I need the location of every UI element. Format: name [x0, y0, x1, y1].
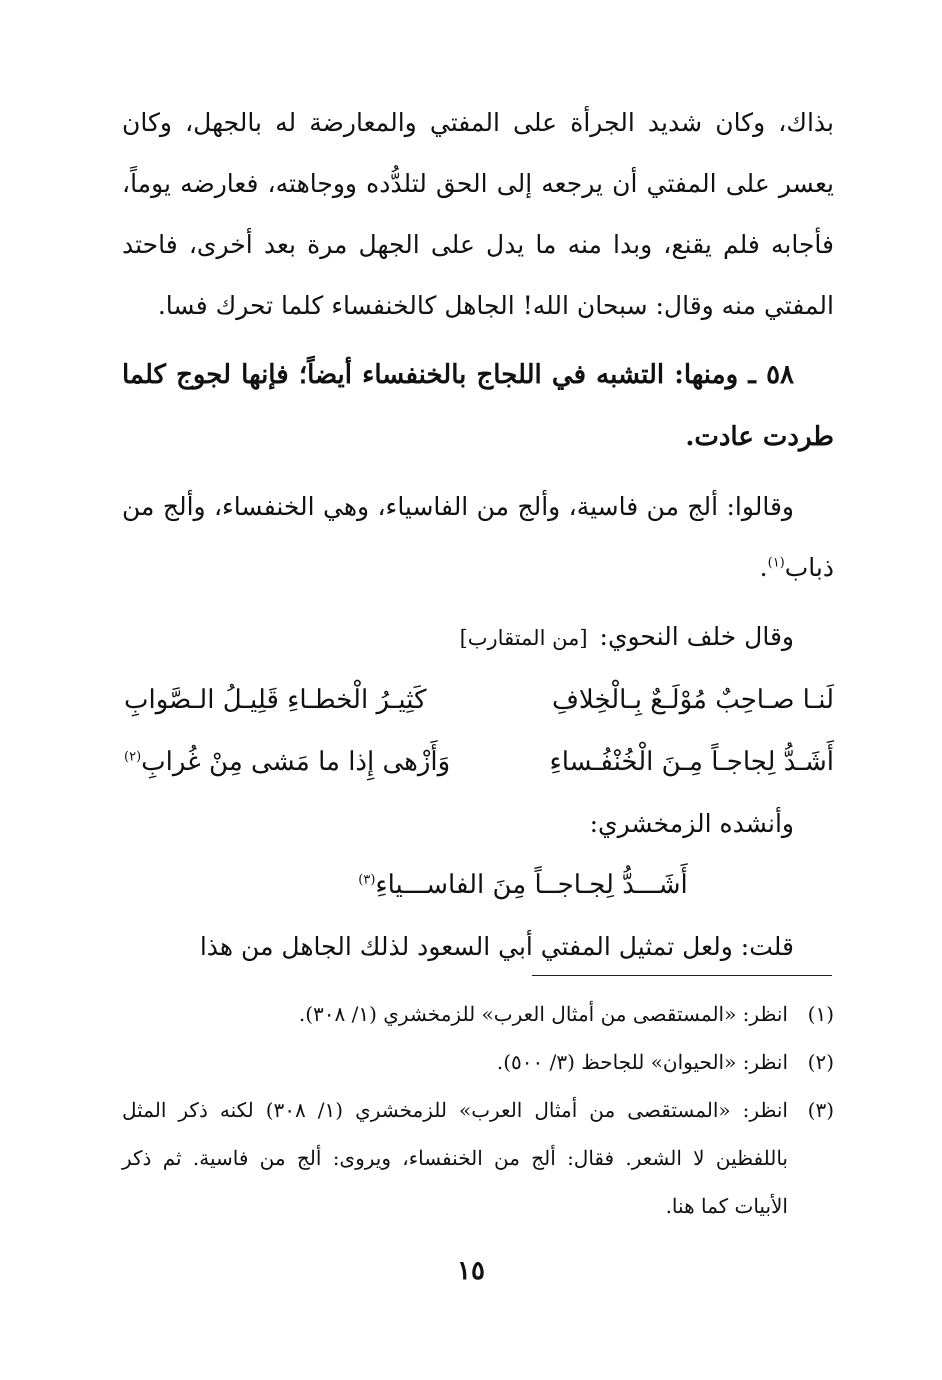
verse-2	[122, 731, 834, 793]
footnote-number: (٢)	[807, 1050, 834, 1074]
verse-2-first-hemistich: أَشَـدُّ لِجاجـاً مِـنَ الْخُنْفُـساءِ	[549, 747, 834, 777]
verse-1-second-hemistich: كَثِيـرُ الْخطـاءِ قَلِيـلُ الـصَّوابِ	[124, 685, 427, 715]
footnote-1	[122, 990, 834, 1038]
footnote-divider	[532, 975, 832, 976]
verse-2-second-hemistich-text: وَأَزْهى إِذا ما مَشى مِنْ غُرابِ	[141, 747, 451, 777]
footnote-number: (٣)	[807, 1098, 834, 1122]
footnote-3	[122, 1086, 834, 1230]
footnotes	[122, 990, 834, 1230]
verse-1	[122, 669, 834, 731]
footnote-number: (١)	[807, 1002, 834, 1026]
page-number: ١٥	[457, 1256, 485, 1286]
main-text	[122, 92, 834, 977]
footnote-ref-3[interactable]: (٣)	[358, 872, 376, 888]
verse-3	[122, 854, 834, 916]
footnote-ref-2[interactable]: (٢)	[124, 749, 142, 765]
paragraph-2-text: وقالوا: ألج من فاسية، وألج من الفاسياء، وهي الخنفساء، وألج من ذباب	[122, 492, 834, 582]
paragraph-3-text: وقال خلف النحوي:	[599, 622, 794, 651]
footnote-ref-1[interactable]: (١)	[767, 555, 785, 571]
paragraph-5: قلت: ولعل تمثيل المفتي أبي السعود لذلك الجاهل من هذا	[199, 932, 794, 961]
item-58-heading: ٥٨ ـ ومنها: التشبه في اللجاج بالخنفساء أيضاً؛ فإنها لجوج كلما طردت عادت.	[122, 360, 834, 452]
meter-label: [من المتقارب]	[459, 626, 588, 650]
footnote-text: انظر: «المستقصى من أمثال العرب» للزمخشري (١/ ٣٠٨) لكنه ذكر المثل باللفظين لا الشعر. فقال: ألج من الخنفساء، ويروى: ألج من فاسية. ثم ذكر الأبيات كما هنا.	[122, 1098, 788, 1218]
paragraph-2-end: .	[759, 553, 768, 582]
verse-1-first-hemistich: لَنـا صـاحِبٌ مُوْلَـعٌ بِـالْخِلافِ	[551, 685, 834, 715]
paragraph-2	[122, 476, 834, 598]
verse-2-second-hemistich	[124, 731, 450, 793]
paragraph-4: وأنشده الزمخشري:	[589, 809, 794, 838]
paragraph-3	[122, 606, 834, 669]
verse-3-text: أَشَـــدُّ لِجـاجــاً مِنَ الفاســـياءِ	[375, 870, 688, 900]
footnote-2	[122, 1038, 834, 1086]
paragraph-1: بذاك، وكان شديد الجرأة على المفتي والمعارضة له بالجهل، وكان يعسر على المفتي أن يرجعه إلى الحق لتلدُّده ووجاهته، فعارضه يوماً، فأجابه فلم يقنع، وبدا منه ما يدل على الجهل مرة بعد أخرى، فاحتد المفتي منه وقال: سبحان الله! الجاهل كالخنفساء كلما تحرك فسا.	[122, 108, 834, 320]
footnote-text: انظر: «الحيوان» للجاحظ (٣/ ٥٠٠).	[496, 1050, 788, 1074]
footnote-text: انظر: «المستقصى من أمثال العرب» للزمخشري (١/ ٣٠٨).	[298, 1002, 788, 1026]
